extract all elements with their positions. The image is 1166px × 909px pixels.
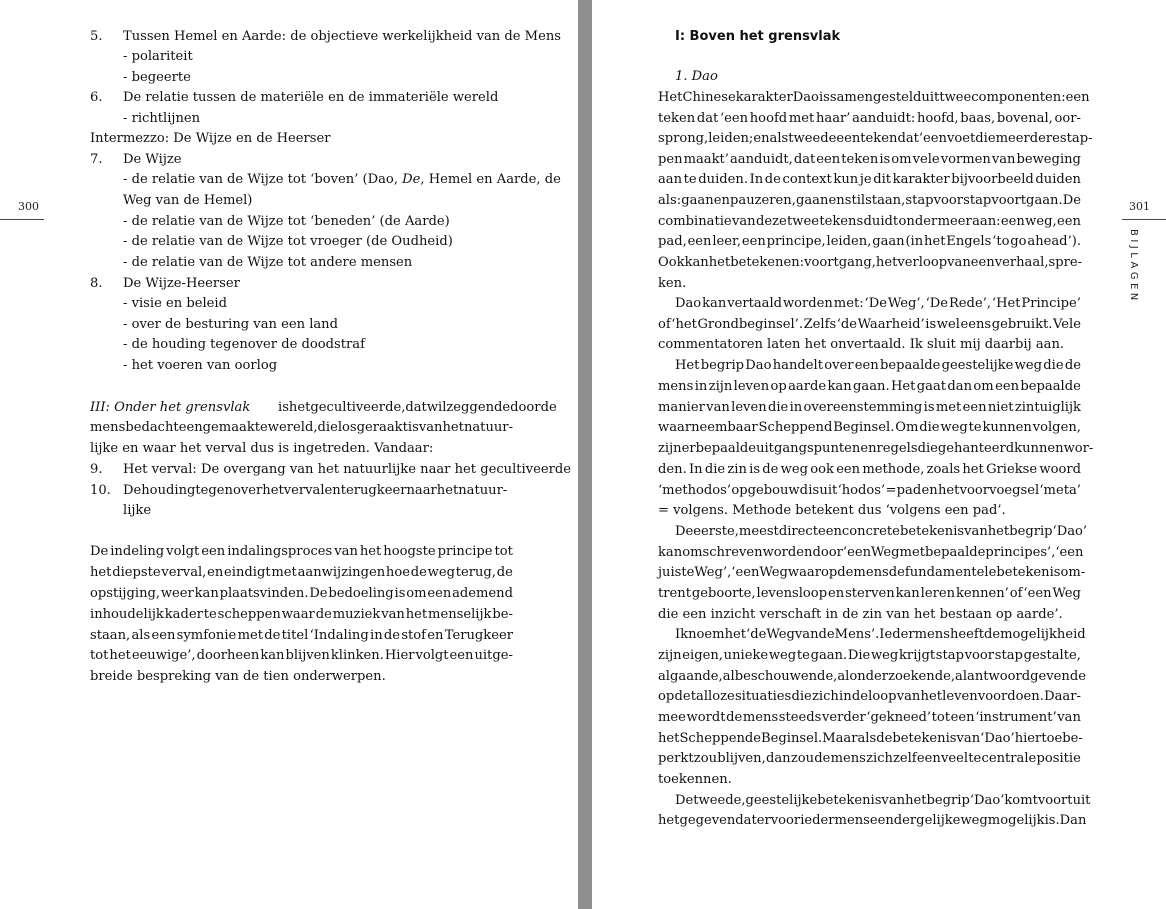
right-page [592,0,1166,909]
text-line: III: Onder het grensvlak [90,400,251,415]
text-line: - de relatie van de Wijze tot ‘beneden’ (de Aarde) [123,214,450,229]
text-line: combinatie van deze twee tekens duidt onder meer aan: een weg, een [658,214,1081,229]
text-line: - polariteit [123,49,193,64]
text-line: 1. Dao [675,69,718,84]
text-line: mee wordt de mens steeds verder ‘gekneed’ tot een ‘instrument’ van [658,710,1081,725]
text-line: het gegeven dat er voor ieder mens een dergelijke weg mogelijk is. Dan [658,813,1087,828]
text-line: De eerste, meest directe en concrete betekenis van het begrip ‘Dao’ [675,524,1088,539]
text-line: Tussen Hemel en Aarde: de objectieve werkelijkheid van de Mens [123,29,561,44]
text-line: inhoudelijk kader te scheppen waar de muziek van het menselijk be- [90,607,513,622]
text-line: sprong, leiden; en als tweede een teken dat ‘een voet die meerdere stap- [658,131,1093,146]
text-line: - over de besturing van een land [123,317,338,332]
text-line: - de relatie van de Wijze tot ‘boven’ (Dao, De, Hemel en Aarde, de [123,172,561,187]
text-line: breide bespreking van de tien onderwerpen. [90,669,386,684]
text-line: - visie en beleid [123,296,227,311]
list-item-number: 10. [90,483,111,498]
text-line: commentatoren laten het onvertaald. Ik sluit mij daarbij aan. [658,337,1065,352]
text-line: het Scheppende Beginsel. Maar als de betekenis van ‘Dao’ hiertoe be- [658,731,1083,746]
text-line: De Wijze [123,152,182,167]
list-item-number: 5. [90,29,103,44]
text-line: - de houding tegenover de doodstraf [123,337,365,352]
text-line: lijke [123,503,152,518]
text-line: als: gaan en pauzeren, gaan en stilstaan, stap voor stap voortgaan. De [658,193,1081,208]
text-line: den. In die zin is de weg ook een methode, zoals het Griekse woord [658,462,1081,477]
text-line: ‘methodos’ opgebouwd is uit ‘hodos’ = pad en het voorvoegsel ‘meta’ [658,483,1081,498]
text-line: waarneembaar Scheppend Beginsel. Om die weg te kunnen volgen, [658,420,1081,435]
book-gutter [578,0,592,909]
text-line: aan te duiden. In de context kun je dit karakter bijvoorbeeld duiden [658,172,1081,187]
text-line: manier van leven die in overeenstemming is met een niet zintuiglijk [658,400,1081,415]
text-line: - het voeren van oorlog [123,358,278,373]
text-line: al gaande, al beschouwende, al onderzoekende, al antwoord gevende [658,669,1086,684]
text-line: perkt zou blijven, dan zou de mens zichzelf een veel te centrale positie [658,751,1081,766]
text-line: op de talloze situaties die zich in de loop van het leven voordoen. Daar- [658,689,1081,704]
text-line: die een inzicht verschaft in de zin van het bestaan op aarde’. [658,607,1063,622]
text-line: tot het eeuwige’, doorheen kan blijven klinken. Hier volgt een uitge- [90,648,513,663]
text-line: toekennen. [658,772,732,787]
left-page [0,0,578,909]
text-line: juiste Weg’, ‘een Weg waarop de mens de fundamentele betekenis om- [658,565,1086,580]
text-line: Weg van de Hemel) [123,193,253,208]
section-heading: I: Boven het grensvlak [675,29,841,44]
text-line: mens in zijn leven op aarde kan gaan. Het gaat dan om een bepaalde [658,379,1081,394]
text-line: pen maakt’ aanduidt, dat een teken is om vele vormen van beweging [658,152,1081,167]
text-line: Dao kan vertaald worden met: ‘De Weg’, ‘De Rede’, ‘Het Principe’ [675,296,1081,311]
text-line: pad, een leer, een principe, leiden, gaan (in het Engels ‘to go ahead’). [658,234,1081,249]
text-line: Het Chinese karakter Dao is samengesteld uit twee componenten: een [658,90,1090,105]
text-line: zijn er bepaalde uitgangspunten en regels die gehanteerd kunnen wor- [658,441,1094,456]
text-line: kan omschreven worden door ‘een Weg met bepaalde principes’, ‘een [658,545,1084,560]
text-line: opstijging, weer kan plaatsvinden. De bedoeling is om een ademend [90,586,513,601]
text-line: is het gecultiveerde, dat wil zeggen de door de [278,400,557,415]
text-line: Intermezzo: De Wijze en de Heerser [90,131,331,146]
text-line: ken. [658,276,687,291]
text-line: het diepste verval, en eindigt met aanwijzingen hoe de weg terug, de [90,565,513,580]
text-line: - richtlijnen [123,111,201,126]
text-line: of ‘het Grondbeginsel’. Zelfs ‘de Waarheid’ is wel eens gebruikt. Vele [658,317,1081,332]
left-page-number-rule [0,219,44,220]
text-line: Ik noem het ‘de Weg van de Mens’. Ieder mens heeft de mogelijkheid [675,627,1086,642]
list-item-number: 6. [90,90,103,105]
text-line: De indeling volgt een indalingsproces van het hoogste principe tot [90,544,513,559]
left-page-number: 300 [18,200,39,213]
text-line: Het begrip Dao handelt over een bepaalde geestelijke weg die de [675,358,1081,373]
text-line: = volgens. Methode betekent dus ‘volgens een pad’. [658,503,1006,518]
list-item-number: 7. [90,152,103,167]
text-line: staan, als een symfonie met de titel ‘Indaling in de stof en Terugkeer [90,628,513,643]
right-page-number: 301 [1129,200,1150,213]
text-line: teken dat ‘een hoofd met haar’ aanduidt: hoofd, baas, bovenal, oor- [658,111,1081,126]
section-tab-label: BIJLAGEN [1128,229,1139,304]
text-line: trent geboorte, levensloop en sterven kan leren kennen’ of ‘een Weg [658,586,1081,601]
text-line: Het verval: De overgang van het natuurlijke naar het gecultiveerde [123,462,572,477]
text-line: - de relatie van de Wijze tot andere mensen [123,255,413,270]
text-line: De houding tegenover het verval en terugkeer naar het natuur- [123,483,508,498]
text-line: De Wijze-Heerser [123,276,240,291]
list-item-number: 8. [90,276,103,291]
right-page-number-rule [1122,219,1166,220]
text-line: zijn eigen, unieke weg te gaan. Die weg krijgt stap voor stap gestalte, [658,648,1081,663]
text-line: Ook kan het betekenen: voortgang, het verloop van een verhaal, spre- [658,255,1083,270]
text-line: - de relatie van de Wijze tot vroeger (de Oudheid) [123,234,453,249]
text-line: mens bedachte en gemaakte wereld, die losgeraakt is van het natuur- [90,420,513,435]
list-item-number: 9. [90,462,103,477]
text-line: De relatie tussen de materiële en de immateriële wereld [123,90,499,105]
text-line: - begeerte [123,70,191,85]
text-line: De tweede, geestelijke betekenis van het begrip ‘Dao’ komt voort uit [675,793,1091,808]
text-line: lijke en waar het verval dus is ingetreden. Vandaar: [90,441,434,456]
